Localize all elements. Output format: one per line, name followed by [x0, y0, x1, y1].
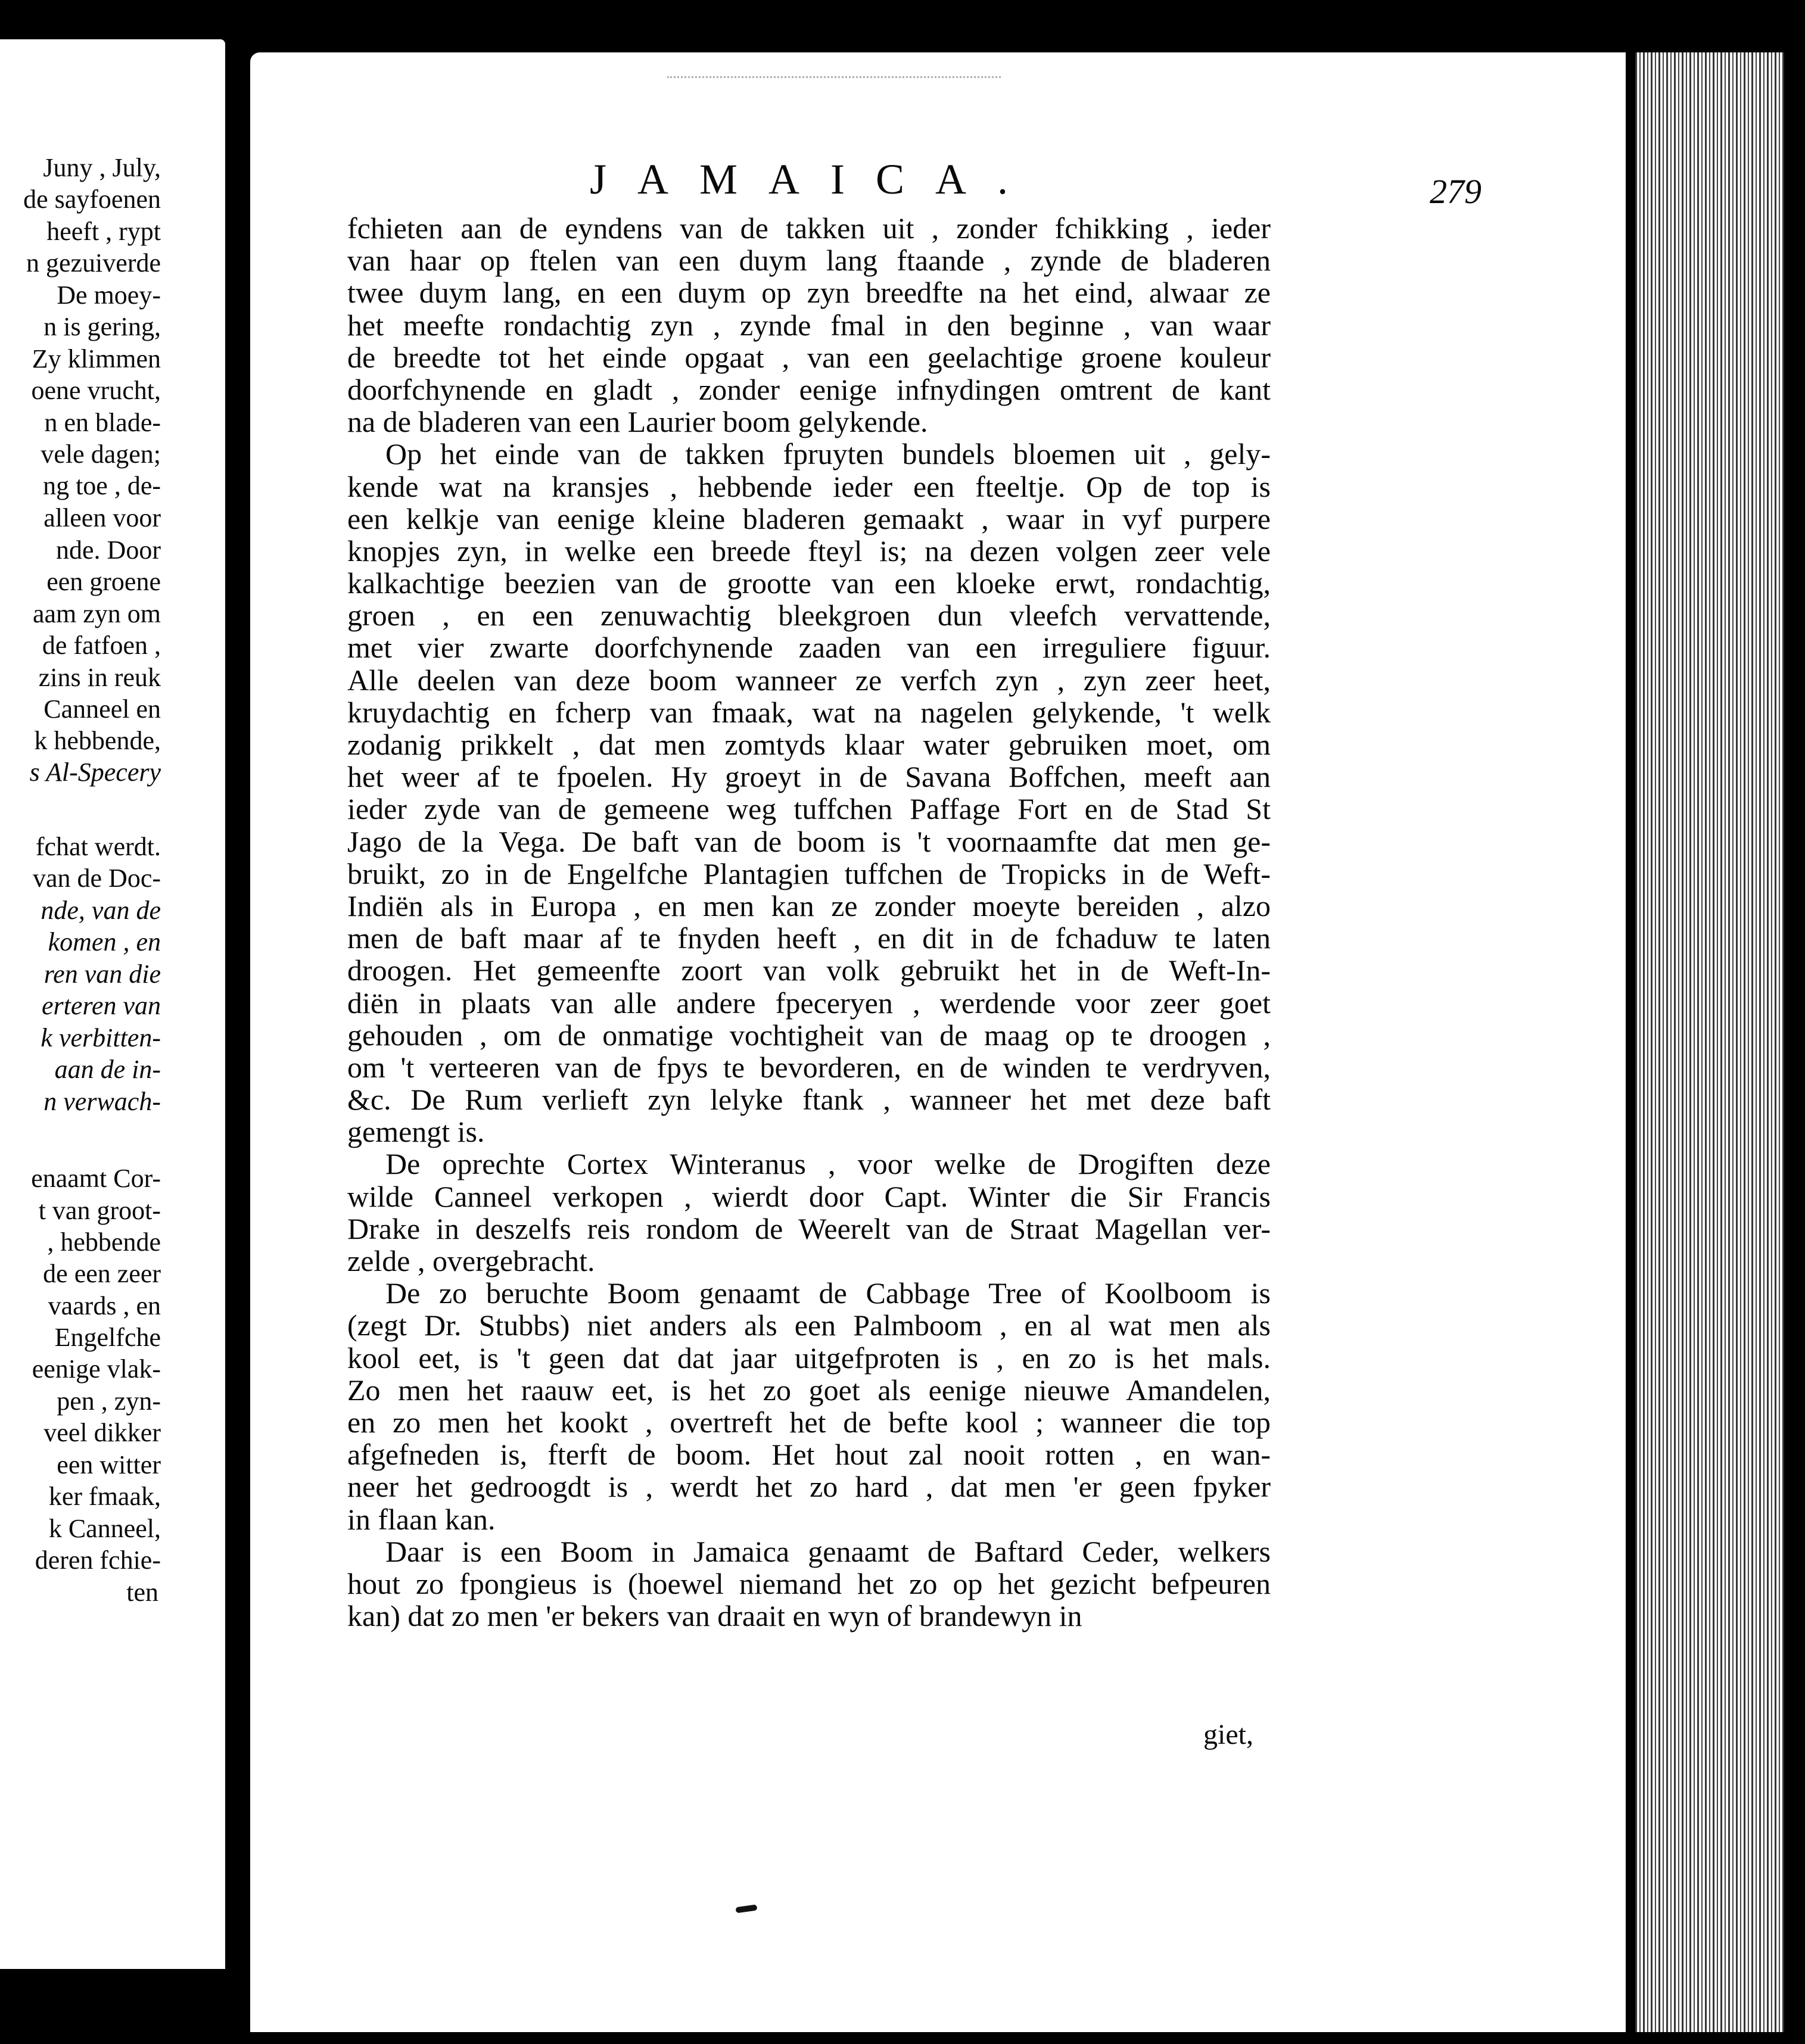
- text-line: Drake in deszelfs reis rondom de Weerelt van de Straat Magellan ver-: [347, 1211, 1271, 1245]
- text-line: het weer af te fpoelen. Hy groeyt in de Savana Boffchen, meeft aan: [347, 760, 1271, 794]
- text-line: De zo beruchte Boom genaamt de Cabbage Tree of Koolboom is: [385, 1276, 1271, 1310]
- left-page-line: eenige vlak-: [32, 1354, 161, 1384]
- left-page-line: aam zyn om: [32, 599, 161, 628]
- left-page-line: ten: [126, 1578, 158, 1607]
- left-page-line: nde, van de: [41, 896, 161, 925]
- text-line: na de bladeren van een Laurier boom gelykende.: [347, 405, 928, 439]
- left-page-line: n is gering,: [43, 312, 161, 341]
- left-page-line: de fatfoen ,: [42, 631, 161, 660]
- text-line: in flaan kan.: [347, 1502, 496, 1536]
- left-page-line: ng toe , de-: [43, 471, 161, 500]
- left-page-line: nde. Door: [56, 535, 161, 565]
- left-page-line: aan de in-: [54, 1055, 161, 1084]
- text-line: kalkachtige beezien van de grootte van een kloeke erwt, rondachtig,: [347, 566, 1271, 600]
- text-line: hout zo fpongieus is (hoewel niemand het zo op het gezicht befpeuren: [347, 1566, 1271, 1600]
- text-line: kool eet, is 't geen dat dat jaar uitgefproten is , en zo is het mals.: [347, 1341, 1271, 1375]
- left-page-line: k verbitten-: [41, 1023, 161, 1052]
- left-page-line: Zy klimmen: [32, 344, 161, 373]
- text-line: gemengt is.: [347, 1115, 485, 1149]
- scan-border: [1784, 0, 1805, 2044]
- left-page-line: een groene: [46, 567, 161, 596]
- text-line: zelde , overgebracht.: [347, 1244, 595, 1278]
- top-edge-smudge: [667, 76, 1001, 82]
- left-page-line: heeft , rypt: [46, 217, 161, 246]
- page-number: 279: [1430, 172, 1482, 211]
- text-line: kende wat na kransjes , hebbende ieder een fteeltje. Op de top is: [347, 469, 1271, 503]
- left-page-line: zins in reuk: [38, 663, 161, 692]
- left-page-line: n gezuiverde: [26, 248, 161, 278]
- text-line: (zegt Dr. Stubbs) niet anders als een Palmboom , en al wat men als: [347, 1308, 1271, 1342]
- running-head: JAMAICA.: [590, 155, 1040, 203]
- body-text: [347, 212, 1271, 1632]
- text-line: Daar is een Boom in Jamaica genaamt de Baftard Ceder, welkers: [385, 1534, 1271, 1568]
- left-page-line: enaamt Cor-: [31, 1164, 161, 1193]
- text-line: knopjes zyn, in welke een breede fteyl is; na dezen volgen zeer vele: [347, 534, 1271, 568]
- text-line: doorfchynende en gladt , zonder eenige infnydingen omtrent de kant: [347, 372, 1271, 406]
- left-page-line: Engelfche: [54, 1323, 161, 1352]
- left-page-line: komen , en: [48, 927, 161, 956]
- text-line: zodanig prikkelt , dat men zomtyds klaar water gebruiken moet, om: [347, 728, 1271, 761]
- text-line: en zo men het kookt , overtreft het de befte kool ; wanneer die top: [347, 1405, 1271, 1439]
- text-line: Indiën als in Europa , en men kan ze zonder moeyte bereiden , alzo: [347, 889, 1271, 923]
- text-line: Jago de la Vega. De baft van de boom is 't voornaamfte dat men ge-: [347, 824, 1271, 858]
- text-line: wilde Canneel verkopen , wierdt door Capt. Winter die Sir Francis: [347, 1179, 1271, 1213]
- left-page-line: ker fmaak,: [48, 1482, 161, 1511]
- left-page-line: k hebbende,: [34, 726, 161, 755]
- left-page-line: veel dikker: [43, 1418, 161, 1447]
- left-page-line: van de Doc-: [32, 864, 161, 893]
- text-line: een kelkje van eenige kleine bladeren gemaakt , waar in vyf purpere: [347, 501, 1271, 535]
- left-page-line: Canneel en: [43, 694, 161, 724]
- left-page-line: k Canneel,: [48, 1514, 161, 1543]
- text-line: de breedte tot het einde opgaat , van een geelachtige groene kouleur: [347, 340, 1271, 374]
- ink-mark: [735, 1905, 757, 1914]
- text-line: kruydachtig en fcherp van fmaak, wat na nagelen gelykende, 't welk: [347, 695, 1271, 729]
- text-line: twee duym lang, en een duym op zyn breedfte na het eind, alwaar ze: [347, 276, 1271, 310]
- left-page-line: erteren van: [42, 991, 161, 1020]
- right-page: [250, 52, 1784, 2032]
- text-line: men de baft maar af te fnyden heeft , en dit in de fchaduw te laten: [347, 921, 1271, 955]
- text-line: Op het einde van de takken fpruyten bundels bloemen uit , gely-: [385, 437, 1271, 471]
- text-line: Zo men het raauw eet, is het zo goet als eenige nieuwe Amandelen,: [347, 1373, 1271, 1407]
- text-line: het meefte rondachtig zyn , zynde fmal in den beginne , van waar: [347, 308, 1271, 342]
- left-page-line: s Al-Specery: [29, 758, 161, 787]
- text-line: &c. De Rum verlieft zyn lelyke ftank , wanneer het met deze baft: [347, 1083, 1271, 1117]
- left-facing-page: [0, 39, 225, 1969]
- text-line: met vier zwarte doorfchynende zaaden van een irreguliere figuur.: [347, 631, 1271, 665]
- left-page-line: ren van die: [43, 959, 161, 989]
- page-edge-shadow: [1626, 52, 1635, 2032]
- left-page-line: fchat werdt.: [35, 832, 161, 861]
- left-page-line: t van groot-: [38, 1196, 161, 1225]
- left-page-line: oene vrucht,: [31, 376, 161, 405]
- left-page-line: een witter: [57, 1450, 161, 1479]
- text-line: groen , en een zenuwachtig bleekgroen dun vleefch vervattende,: [347, 599, 1271, 632]
- text-line: droogen. Het gemeenfte zoort van volk gebruikt het in de Weft-In-: [347, 954, 1271, 987]
- left-page-line: De moey-: [57, 281, 161, 310]
- text-line: diën in plaats van alle andere fpeceryen , werdende voor zeer goet: [347, 986, 1271, 1020]
- left-page-line: n verwach-: [43, 1087, 161, 1116]
- left-page-line: , hebbende: [47, 1227, 161, 1257]
- text-line: De oprechte Cortex Winteranus , voor welke de Drogiften deze: [385, 1147, 1271, 1181]
- left-page-line: de sayfoenen: [23, 185, 161, 214]
- left-page-line: pen , zyn-: [57, 1386, 161, 1416]
- left-page-line: de een zeer: [43, 1259, 161, 1288]
- left-page-line: n en blade-: [44, 408, 161, 437]
- text-line: fchieten aan de eyndens van de takken uit , zonder fchikking , ieder: [347, 211, 1271, 245]
- text-line: kan) dat zo men 'er bekers van draait en wyn of brandewyn in: [347, 1599, 1082, 1633]
- page-stack-edge: [1635, 52, 1784, 2032]
- text-line: afgefneden is, fterft de boom. Het hout zal nooit rotten , en wan-: [347, 1438, 1271, 1472]
- text-line: om 't verteeren van de fpys te bevorderen, en de winden te verdryven,: [347, 1050, 1271, 1084]
- left-page-line: alleen voor: [43, 503, 161, 532]
- left-page-line: Juny , July,: [43, 153, 161, 182]
- text-line: bruikt, zo in de Engelfche Plantagien tuffchen de Tropicks in de Weft-: [347, 856, 1271, 890]
- left-page-line: deren fchie-: [35, 1546, 161, 1575]
- text-line: neer het gedroogdt is , werdt het zo hard , dat men 'er geen fpyker: [347, 1470, 1271, 1504]
- text-line: Alle deelen van deze boom wanneer ze verfch zyn , zyn zeer heet,: [347, 663, 1271, 697]
- left-page-line: vele dagen;: [41, 440, 161, 469]
- text-line: van haar op ftelen van een duym lang ftaande , zynde de bladeren: [347, 244, 1271, 278]
- left-page-line: vaards , en: [48, 1291, 161, 1320]
- text-line: gehouden , om de onmatige vochtigheit van de maag op te droogen ,: [347, 1018, 1271, 1052]
- text-line: ieder zyde van de gemeene weg tuffchen Paffage Fort en de Stad St: [347, 792, 1271, 826]
- catchword: giet,: [1203, 1719, 1253, 1750]
